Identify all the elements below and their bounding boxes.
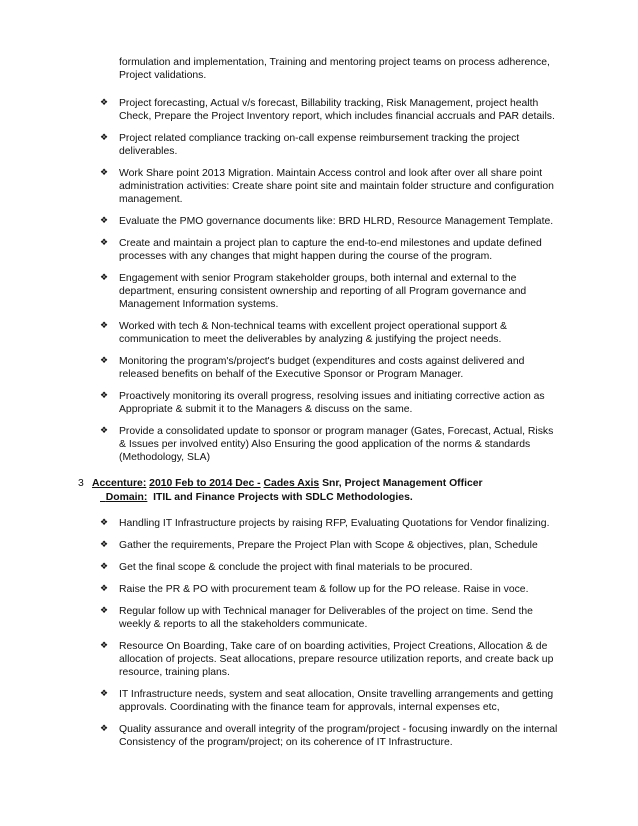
diamond-bullet-icon: ❖ — [100, 133, 109, 143]
list-item — [0, 215, 638, 228]
list-item-text: Work Share point 2013 Migration. Maintain Access control and look after over all share point administration activities: Create share point site and maintain folder structure and configuration management. — [119, 168, 554, 205]
diamond-bullet-icon: ❖ — [100, 724, 109, 734]
list-item — [0, 425, 638, 464]
diamond-bullet-icon: ❖ — [100, 273, 109, 283]
list-item — [0, 640, 638, 679]
list-item-text: Monitoring the program's/project's budget (expenditures and costs against delivered and released benefits on behalf of the Executive Sponsor or Program Manager. — [119, 356, 525, 380]
list-item — [0, 237, 638, 263]
list-item — [0, 167, 638, 206]
diamond-bullet-icon: ❖ — [100, 356, 109, 366]
diamond-bullet-icon: ❖ — [100, 518, 109, 528]
list-item-text: Evaluate the PMO governance documents like: BRD HLRD, Resource Management Template. — [119, 216, 554, 227]
list-item-text: Provide a consolidated update to sponsor or program manager (Gates, Forecast, Actual, Risks & Issues per involved entity) Also Ensuring the good application of the norms & standards (Methodology, SLA) — [119, 426, 554, 463]
diamond-bullet-icon: ❖ — [100, 540, 109, 550]
continued-paragraph: formulation and implementation, Training and mentoring project teams on process adherence, Project validations. — [119, 57, 550, 81]
list-item — [0, 561, 638, 574]
list-item-text: Create and maintain a project plan to capture the end-to-end milestones and update defined processes with any changes that might happen during the course of the program. — [119, 238, 542, 262]
list-item-text: Proactively monitoring its overall progress, resolving issues and initiating corrective action as Appropriate & submit it to the Managers & discuss on the same. — [119, 391, 545, 415]
job-dates: 2010 Feb to 2014 Dec - — [149, 478, 261, 489]
domain-line — [100, 491, 413, 504]
domain-label: Domain: — [105, 492, 148, 503]
job-role: Snr, Project Management Officer — [322, 478, 483, 489]
diamond-bullet-icon: ❖ — [100, 562, 109, 572]
diamond-bullet-icon: ❖ — [100, 238, 109, 248]
diamond-bullet-icon: ❖ — [100, 168, 109, 178]
job-title-line — [92, 477, 483, 490]
list-item — [0, 583, 638, 596]
list-item — [0, 272, 638, 311]
list-item — [0, 320, 638, 346]
responsibilities-list-2 — [0, 517, 638, 758]
list-item-text: Project related compliance tracking on-call expense reimbursement tracking the project deliverables. — [119, 133, 520, 157]
list-item — [0, 132, 638, 158]
list-item — [0, 355, 638, 381]
list-item-text: IT Infrastructure needs, system and seat allocation, Onsite travelling arrangements and getting approvals. Coordinating with the finance team for approvals, internal expenses etc, — [119, 689, 554, 713]
list-item-text: Regular follow up with Technical manager for Deliverables of the project on time. Send the weekly & reports to all the stakeholders communicate. — [119, 606, 533, 630]
list-item — [0, 539, 638, 552]
diamond-bullet-icon: ❖ — [100, 98, 109, 108]
list-item-text: Worked with tech & Non-technical teams with excellent project operational support & communication to meet the deliverables by analyzing & justifying the project needs. — [119, 321, 507, 345]
diamond-bullet-icon: ❖ — [100, 426, 109, 436]
list-item — [0, 688, 638, 714]
list-item — [0, 605, 638, 631]
employer-name: Accenture: — [92, 478, 147, 489]
list-item-text: Handling IT Infrastructure projects by raising RFP, Evaluating Quotations for Vendor finalizing. — [119, 518, 550, 529]
diamond-bullet-icon: ❖ — [100, 391, 109, 401]
diamond-bullet-icon: ❖ — [100, 584, 109, 594]
list-item-text: Resource On Boarding, Take care of on boarding activities, Project Creations, Allocation & de allocation of projects. Seat allocations, prepare resource utilization reports, and create back up resource, training plans. — [119, 641, 554, 678]
diamond-bullet-icon: ❖ — [100, 321, 109, 331]
responsibilities-list-1 — [0, 97, 638, 473]
client-name: Cades Axis — [263, 478, 320, 489]
list-item-text: Get the final scope & conclude the project with final materials to be procured. — [119, 562, 473, 573]
diamond-bullet-icon: ❖ — [100, 689, 109, 699]
list-item-text: Raise the PR & PO with procurement team & follow up for the PO release. Raise in voce. — [119, 584, 529, 595]
list-item — [0, 517, 638, 530]
list-item-text: Gather the requirements, Prepare the Project Plan with Scope & objectives, plan, Schedule — [119, 540, 538, 551]
diamond-bullet-icon: ❖ — [100, 606, 109, 616]
domain-value: ITIL and Finance Projects with SDLC Methodologies. — [153, 492, 413, 503]
list-item — [0, 723, 638, 749]
list-item-text: Project forecasting, Actual v/s forecast, Billability tracking, Risk Management, project health Check, Prepare the Project Inventory report, which includes financial accruals and PAR details. — [119, 98, 555, 122]
list-item — [0, 97, 638, 123]
list-item-text: Engagement with senior Program stakeholder groups, both internal and external to the department, ensuring consistent ownership and reporting of all Program governance and Management Information systems. — [119, 273, 527, 310]
diamond-bullet-icon: ❖ — [100, 216, 109, 226]
list-item-text: Quality assurance and overall integrity of the program/project - focusing inwardly on the internal Consistency of the program/project; on its coherence of IT Infrastructure. — [119, 724, 558, 748]
diamond-bullet-icon: ❖ — [100, 641, 109, 651]
list-item — [0, 390, 638, 416]
section-number: 3 — [78, 478, 84, 489]
